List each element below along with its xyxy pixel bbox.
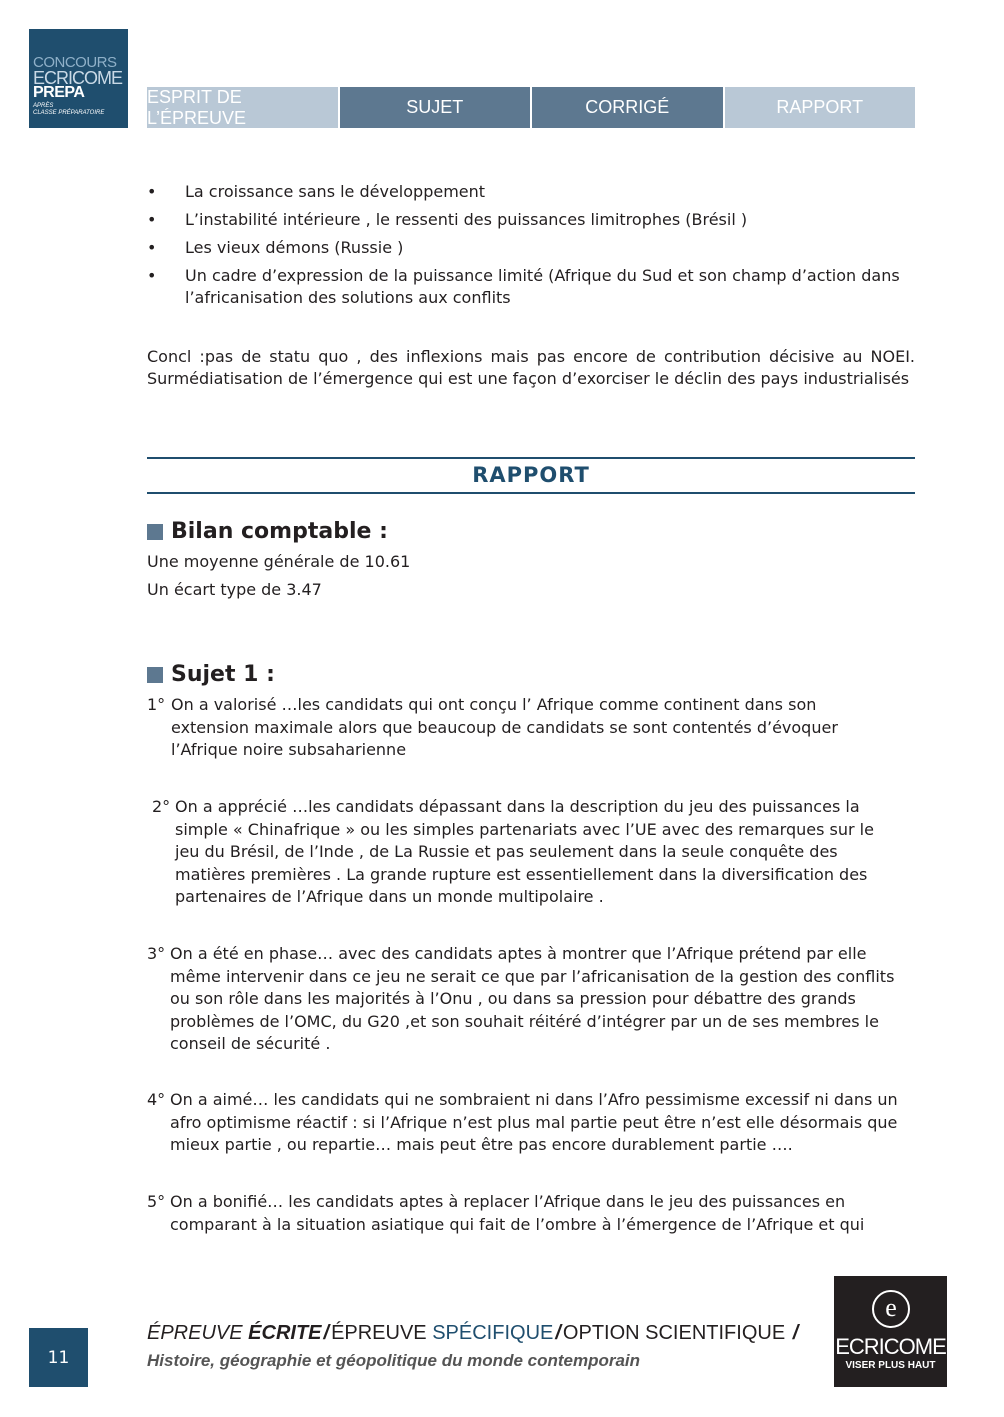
square-bullet-icon (147, 667, 163, 683)
list-item: • Un cadre d’expression de la puissance limité (Afrique du Sud et son champ d’action dans l’africanisation des solutions aux conflits (147, 266, 900, 307)
tab-corrige[interactable]: CORRIGÉ (532, 87, 723, 128)
list-item (147, 1089, 917, 1157)
list-item: • L’instabilité intérieure , le ressenti des puissances limitrophes (Brésil ) (147, 210, 748, 229)
list-item (147, 1191, 902, 1236)
e-logo-icon: e (872, 1290, 910, 1328)
footer-part: OPTION SCIENTIFIQUE (562, 1322, 786, 1344)
concours-logo (29, 29, 128, 128)
item-number: 3° (147, 944, 166, 963)
brand-name: ECRICOME (835, 1334, 946, 1359)
footer-part: ÉPREUVE (147, 1322, 243, 1344)
item-text: On a été en phase… avec des candidats aptes à montrer que l’Afrique prétend par elle même intervenir dans ce jeu ne serait ce que par l’africanisation de la gestion des conflits ou son rôle dans les majorités à l’Onu , ou dans sa pression pour débattre des grands problèmes de l’OMC, du G20 ,et son souhait réitéré d’intégrer par un de ses membres le conseil de sécurité . (170, 944, 895, 1053)
item-number: 5° (147, 1192, 166, 1211)
sujet1-heading: Sujet 1 : (147, 662, 275, 687)
section-header (147, 457, 915, 494)
item-number: 1° (147, 695, 166, 714)
brand-tagline: VISER PLUS HAUT (845, 1360, 936, 1371)
list-item (147, 694, 857, 762)
tab-esprit[interactable]: ESPRIT DE L’ÉPREUVE (147, 87, 338, 128)
item-text: On a aimé… les candidats qui ne sombraient ni dans l’Afro pessimisme excessif ni dans un afro optimisme réactif : si l’Afrique n’est plus mal partie peut être n’est elle désormais que mieux partie , ou repartie… mais peut être pas encore durablement partie …. (170, 1090, 898, 1154)
item-text: On a bonifié… les candidats aptes à replacer l’Afrique dans le jeu des puissances en comparant à la situation asiatique qui fait de l’ombre à l’émergence de l’Afrique et qui (170, 1192, 865, 1234)
page-number: 11 (29, 1328, 88, 1387)
list-item (147, 943, 917, 1056)
bullet-icon: • (147, 266, 157, 285)
list-item: • Les vieux démons (Russie ) (147, 238, 404, 257)
bullet-icon: • (147, 210, 157, 229)
footer-part: ÉCRITE (248, 1322, 322, 1344)
list-item: • La croissance sans le développement (147, 182, 486, 201)
logo-line-2: ECRICOME (33, 68, 123, 88)
logo-line-1: CONCOURS (33, 54, 117, 71)
logo-line-3: PREPA (33, 84, 85, 101)
footer-title: ÉPREUVE ÉCRITE / ÉPREUVE SPÉCIFIQUE / OPTION SCIENTIFIQUE / (147, 1322, 799, 1344)
bilan-mean: Une moyenne générale de 10.61 (147, 552, 411, 571)
ecricome-logo (834, 1276, 947, 1387)
section-tabs (147, 87, 915, 128)
item-text: On a apprécié …les candidats dépassant dans la description du jeu des puissances la simple « Chinafrique » ou les simples partenariats avec l’UE avec des remarques sur le jeu du Brésil, de l’Inde , de La Russie et pas seulement dans la seule conquête des matières premières . La grande rupture est essentiellement dans la diversification des partenaires de l’Afrique dans un monde multipolaire . (175, 797, 874, 906)
section-title: RAPPORT (472, 463, 590, 487)
item-number: 2° (152, 797, 171, 816)
footer-part: SPÉCIFIQUE (432, 1322, 554, 1344)
bilan-heading: Bilan comptable : (147, 519, 388, 544)
conclusion-paragraph: Concl :pas de statu quo , des inflexions mais pas encore de contribution décisive au NOEI. Surmédiatisation de l’émergence qui est une façon d’exorciser le déclin des pays industrialisés (147, 347, 915, 388)
bullet-icon: • (147, 238, 157, 257)
tab-rapport[interactable]: RAPPORT (725, 87, 916, 128)
square-bullet-icon (147, 524, 163, 540)
bilan-stddev: Un écart type de 3.47 (147, 580, 322, 599)
item-number: 4° (147, 1090, 166, 1109)
footer-part: ÉPREUVE (331, 1322, 427, 1344)
logo-line-4: APRÈS CLASSE PRÉPARATOIRE (33, 103, 105, 116)
bullet-list (147, 181, 917, 315)
item-text: On a valorisé …les candidats qui ont conçu l’ Afrique comme continent dans son extension maximale alors que beaucoup de candidats se sont contentés d’évoquer l’Afrique noire subsaharienne (171, 695, 838, 759)
bullet-icon: • (147, 182, 157, 201)
tab-sujet[interactable]: SUJET (340, 87, 531, 128)
footer-subtitle: Histoire, géographie et géopolitique du monde contemporain (147, 1351, 641, 1370)
list-item (152, 796, 897, 909)
